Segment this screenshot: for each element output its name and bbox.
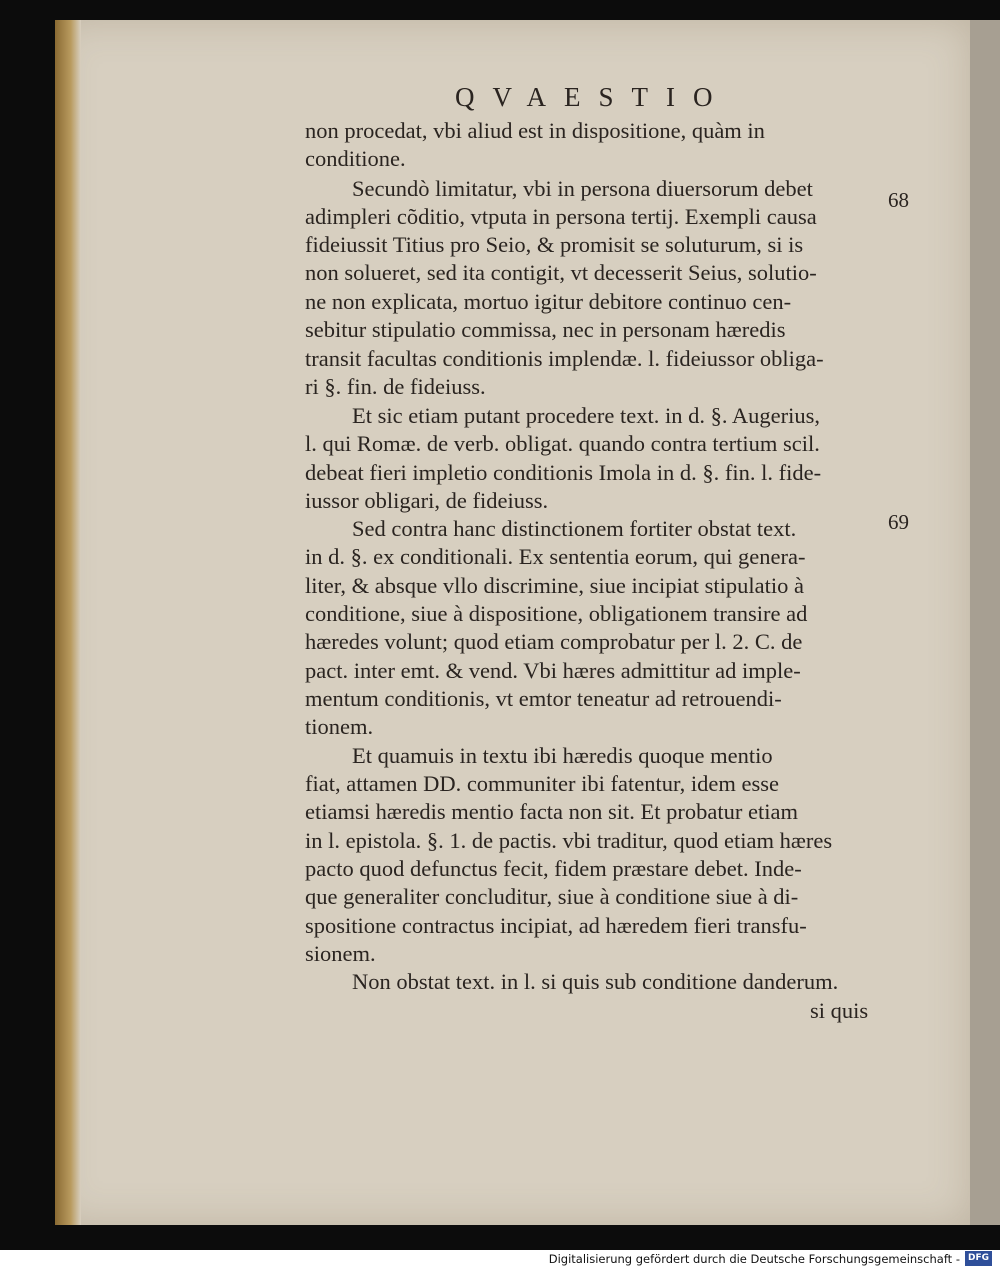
text-line: Non obstat text. in l. si quis sub conditione danderum. xyxy=(352,969,839,994)
text-line: Secundò limitatur, vbi in persona diuersorum debet xyxy=(352,176,813,201)
text-line: in l. epistola. §. 1. de pactis. vbi traditur, quod etiam hæres xyxy=(305,828,833,853)
text-line: in d. §. ex conditionali. Ex sententia eorum, qui genera- xyxy=(305,544,806,569)
text-line: non solueret, sed ita contigit, vt decesserit Seius, solutio- xyxy=(305,260,817,285)
text-line: conditione, siue à dispositione, obligationem transire ad xyxy=(305,601,808,626)
margin-note-number: 68 xyxy=(888,188,909,212)
text-line: tionem. xyxy=(305,714,374,739)
text-line: l. qui Romæ. de verb. obligat. quando contra tertium scil. xyxy=(305,431,820,456)
text-line: non procedat, vbi aliud est in dispositione, quàm in xyxy=(305,118,765,143)
text-line: mentum conditionis, vt emtor teneatur ad retrouendi- xyxy=(305,686,782,711)
text-line: iussor obligari, de fideiuss. xyxy=(305,488,549,513)
adjacent-page-strip xyxy=(970,20,1000,1225)
text-line: Sed contra hanc distinctionem fortiter obstat text. xyxy=(352,516,797,541)
text-line: pact. inter emt. & vend. Vbi hæres admittitur ad imple- xyxy=(305,658,801,683)
text-line: fiat, attamen DD. communiter ibi fatentur, idem esse xyxy=(305,771,779,796)
catchword: si quis xyxy=(810,998,869,1023)
margin-note-number: 69 xyxy=(888,510,909,534)
text-line: sionem. xyxy=(305,941,376,966)
text-line: transit facultas conditionis implendæ. l. fideiussor obliga- xyxy=(305,346,824,371)
text-line: fideiussit Titius pro Seio, & promisit se soluturum, si is xyxy=(305,232,804,257)
running-head: QVAESTIO xyxy=(455,82,731,112)
text-line: ri §. fin. de fideiuss. xyxy=(305,374,486,399)
footer-credit: Digitalisierung gefördert durch die Deutsche Forschungsgemeinschaft - xyxy=(548,1252,960,1266)
text-line: Et sic etiam putant procedere text. in d. §. Augerius, xyxy=(352,403,820,428)
text-line: ne non explicata, mortuo igitur debitore continuo cen- xyxy=(305,289,792,314)
text-line: adimpleri cõditio, vtputa in persona tertij. Exempli causa xyxy=(305,204,817,229)
text-line: liter, & absque vllo discrimine, siue incipiat stipulatio à xyxy=(305,573,804,598)
text-line: conditione. xyxy=(305,146,406,171)
page-binding-edge xyxy=(55,20,81,1225)
text-line: pacto quod defunctus fecit, fidem præstare debet. Inde- xyxy=(305,856,802,881)
text-line: que generaliter concluditur, siue à conditione siue à di- xyxy=(305,884,799,909)
text-line: spositione contractus incipiat, ad hæredem fieri transfu- xyxy=(305,913,807,938)
text-line: sebitur stipulatio commissa, nec in personam hæredis xyxy=(305,317,786,342)
text-line: Et quamuis in textu ibi hæredis quoque mentio xyxy=(352,743,773,768)
text-line: debeat fieri impletio conditionis Imola in d. §. fin. l. fide- xyxy=(305,460,822,485)
dfg-logo-icon: DFG xyxy=(965,1251,992,1266)
text-line: etiamsi hæredis mentio facta non sit. Et probatur etiam xyxy=(305,799,799,824)
text-line: hæredes volunt; quod etiam comprobatur per l. 2. C. de xyxy=(305,629,803,654)
